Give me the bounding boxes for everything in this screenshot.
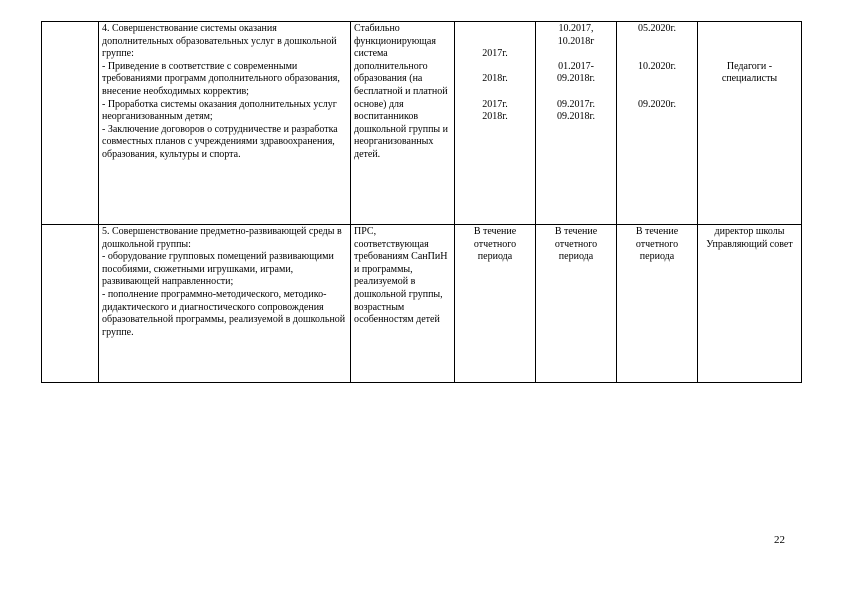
responsible-cell: Педагоги - специалисты (698, 22, 802, 225)
start-date-cell: 10.2017, 10.2018г 01.2017- 09.2018г. 09.2017г. 09.2018г. (536, 22, 617, 225)
activity-cell: 5. Совершенствование предметно-развивающей среды в дошкольной группы: - оборудование групповых помещений развивающими пособиями, сюжетными игрушками, играми, развивающей направленности; - пополнение программно-методического, методико-дидактического и диагностического сопровождения образовательной программы, реализуемой в дошкольной группе. (99, 225, 351, 383)
plan-table (41, 21, 802, 383)
activity-cell: 4. Совершенствование системы оказания дополнительных образовательных услуг в дошкольной группе: - Приведение в соответствие с современными требованиями программ дополнительного образования, внесение необходимых корректив; - Проработка системы оказания дополнительных услуг неорганизованным детям; - Заключение договоров о сотрудничестве и разработка совместных планов с учреждениями здравоохранения, образования, культуры и спорта. (99, 22, 351, 225)
end-date-cell: 05.2020г. 10.2020г. 09.2020г. (617, 22, 698, 225)
period-cell: 2017г. 2018г. 2017г. 2018г. (455, 22, 536, 225)
row-number-cell (42, 22, 99, 225)
responsible-cell: директор школы Управляющий совет (698, 225, 802, 383)
page-number: 22 (774, 534, 785, 546)
start-date-cell: В течение отчетного периода (536, 225, 617, 383)
result-cell: Стабильно функционирующая система дополнительного образования (на бесплатной и платной основе) для воспитанников дошкольной группы и неорганизованных детей. (351, 22, 455, 225)
row-number-cell (42, 225, 99, 383)
end-date-cell: В течение отчетного периода (617, 225, 698, 383)
period-cell: В течение отчетного периода (455, 225, 536, 383)
table-row (42, 225, 802, 383)
table-row (42, 22, 802, 225)
result-cell: ПРС, соответствующая требованиям СанПиН и программы, реализуемой в дошкольной группы, возрастным особенностям детей (351, 225, 455, 383)
